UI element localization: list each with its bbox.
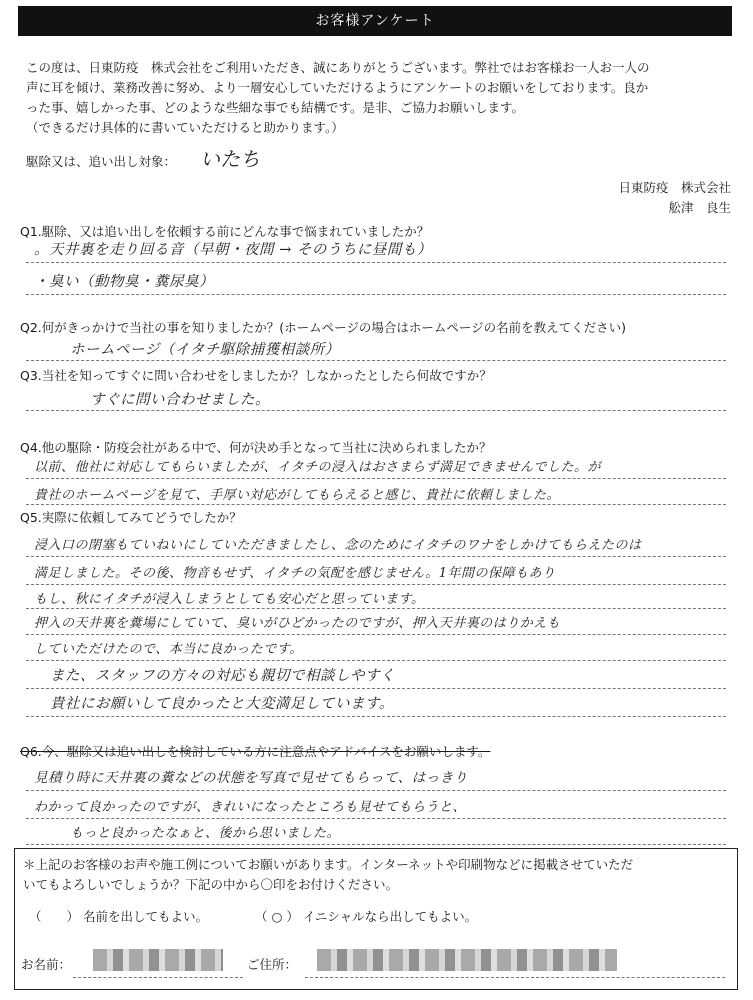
answer-rule [26, 360, 726, 361]
company-name: 日東防疫 株式会社 [618, 180, 731, 195]
answer-2-line-1: ホームページ（イタチ駆除捕獲相談所） [70, 342, 340, 358]
company-block [618, 178, 731, 218]
intro-line: 声に耳を傾け、業務改善に努め、より一層安心していただけるようにアンケートのお願いをしております。良か [26, 80, 649, 95]
answer-5-line-6: また、スタッフの方々の対応も親切で相談しやすく [50, 668, 395, 684]
question-2: Q2.何がきっかけで当社の事を知りましたか？(ホームページの場合はホームページの名前を教えてください) [20, 320, 627, 335]
answer-5-line-7: 貴社にお願いして良かったと大変満足しています。 [50, 696, 394, 712]
answer-5-line-1: 浸入口の閉塞もていねいにしていただきましたし、念のためにイタチのワナをしかけてもらえたのは [34, 538, 642, 553]
answer-rule [26, 294, 726, 295]
intro-line: った事、嬉しかった事、どのような些細な事でも結構です。是非、ご協力お願いします。 [26, 100, 525, 115]
question-1: Q1.駆除、又は追い出しを依頼する前にどんな事で悩まれていましたか？ [20, 224, 430, 239]
permission-note-line: ＊上記のお客様のお声や施工例についてお願いがあります。インターネットや印刷物などに掲載させていただ [23, 857, 634, 872]
answer-4-line-2: 貴社のホームページを見て、手厚い対応がしてもらえると感じ、貴社に依頼しました。 [34, 488, 560, 503]
answer-1-line-1: 。天井裏を走り回る音（早朝・夜間 → そのうちに昼間も） [34, 242, 432, 258]
redacted-name [93, 949, 223, 971]
answer-rule [26, 660, 726, 661]
answer-6-line-3: もっと良かったなぁと、後から思いました。 [70, 826, 341, 841]
answer-6-line-1: 見積り時に天井裏の糞などの状態を写真で見せてもらって、はっきり [34, 770, 468, 786]
target-label: 駆除又は、追い出し対象： [26, 154, 177, 169]
choice-full-name[interactable] [29, 907, 208, 925]
intro-line: この度は、日東防疫 株式会社をご利用いただき、誠にありがとうございます。弊社ではお客様お一人お一人の [26, 60, 650, 75]
name-label: お名前： [21, 957, 72, 972]
answer-rule [26, 790, 726, 791]
answer-rule [26, 634, 726, 635]
answer-4-line-1: 以前、他社に対応してもらいましたが、イタチの浸入はおさまらず満足できませんでした。が [34, 460, 602, 475]
page-title: お客様アンケート [18, 6, 732, 36]
address-label: ご住所： [247, 957, 298, 972]
answer-rule [26, 410, 726, 411]
answer-5-line-2: 満足しました。その後、物音もせず、イタチの気配を感じません。1年間の保障もあり [34, 566, 556, 581]
choice-label: 名前を出してもよい。 [83, 909, 209, 924]
answer-rule [26, 688, 726, 689]
company-person: 舩津 良生 [668, 200, 731, 215]
answer-5-line-4: 押入の天井裏を糞場にしていて、臭いがひどかったのですが、押入天井裏のはりかえも [34, 616, 561, 631]
answer-rule [26, 504, 726, 505]
answer-rule [26, 584, 726, 585]
answer-3-line-1: すぐに問い合わせました。 [90, 392, 270, 408]
question-3: Q3.当社を知ってすぐに問い合わせをしましたか？しなかったとしたら何故ですか？ [20, 368, 492, 383]
redacted-address [317, 949, 617, 971]
answer-rule [26, 716, 726, 717]
answer-rule [26, 478, 726, 479]
choice-initials[interactable] [255, 907, 477, 925]
answer-rule [26, 844, 726, 845]
choice-mark: （ ○ ） [255, 909, 299, 924]
answer-6-line-2: わかって良かったのですが、きれいになったところも見せてもらうと、 [34, 800, 467, 815]
answer-rule [26, 608, 726, 609]
answer-1-line-2: ・臭い（動物臭・糞尿臭） [34, 274, 214, 290]
target-answer: いたち [200, 147, 260, 171]
question-6: Q6.今、駆除又は追い出しを検討している方に注意点やアドバイスをお願いします。 [20, 744, 491, 759]
permission-note [23, 855, 723, 895]
answer-rule [26, 818, 726, 819]
name-underline [73, 977, 243, 978]
address-underline [305, 977, 725, 978]
intro-line: （できるだけ具体的に書いていただけると助かります。） [26, 120, 344, 135]
permission-note-line: いてもよろしいでしょうか？下記の中から〇印をお付けください。 [23, 877, 399, 892]
answer-rule [26, 556, 726, 557]
question-5: Q5.実際に依頼してみてどうでしたか？ [20, 510, 242, 525]
choice-mark: （ ） [29, 909, 80, 924]
answer-5-line-5: していただけたので、本当に良かったです。 [34, 642, 303, 657]
answer-rule [26, 262, 726, 263]
intro-text [26, 58, 726, 138]
answer-5-line-3: もし、秋にイタチが浸入しまうとしても安心だと思っています。 [34, 592, 425, 607]
permission-box [14, 848, 738, 990]
choice-label: イニシャルなら出してもよい。 [302, 909, 478, 924]
question-4: Q4.他の駆除・防疫会社がある中で、何が決め手となって当社に決められましたか？ [20, 440, 492, 455]
